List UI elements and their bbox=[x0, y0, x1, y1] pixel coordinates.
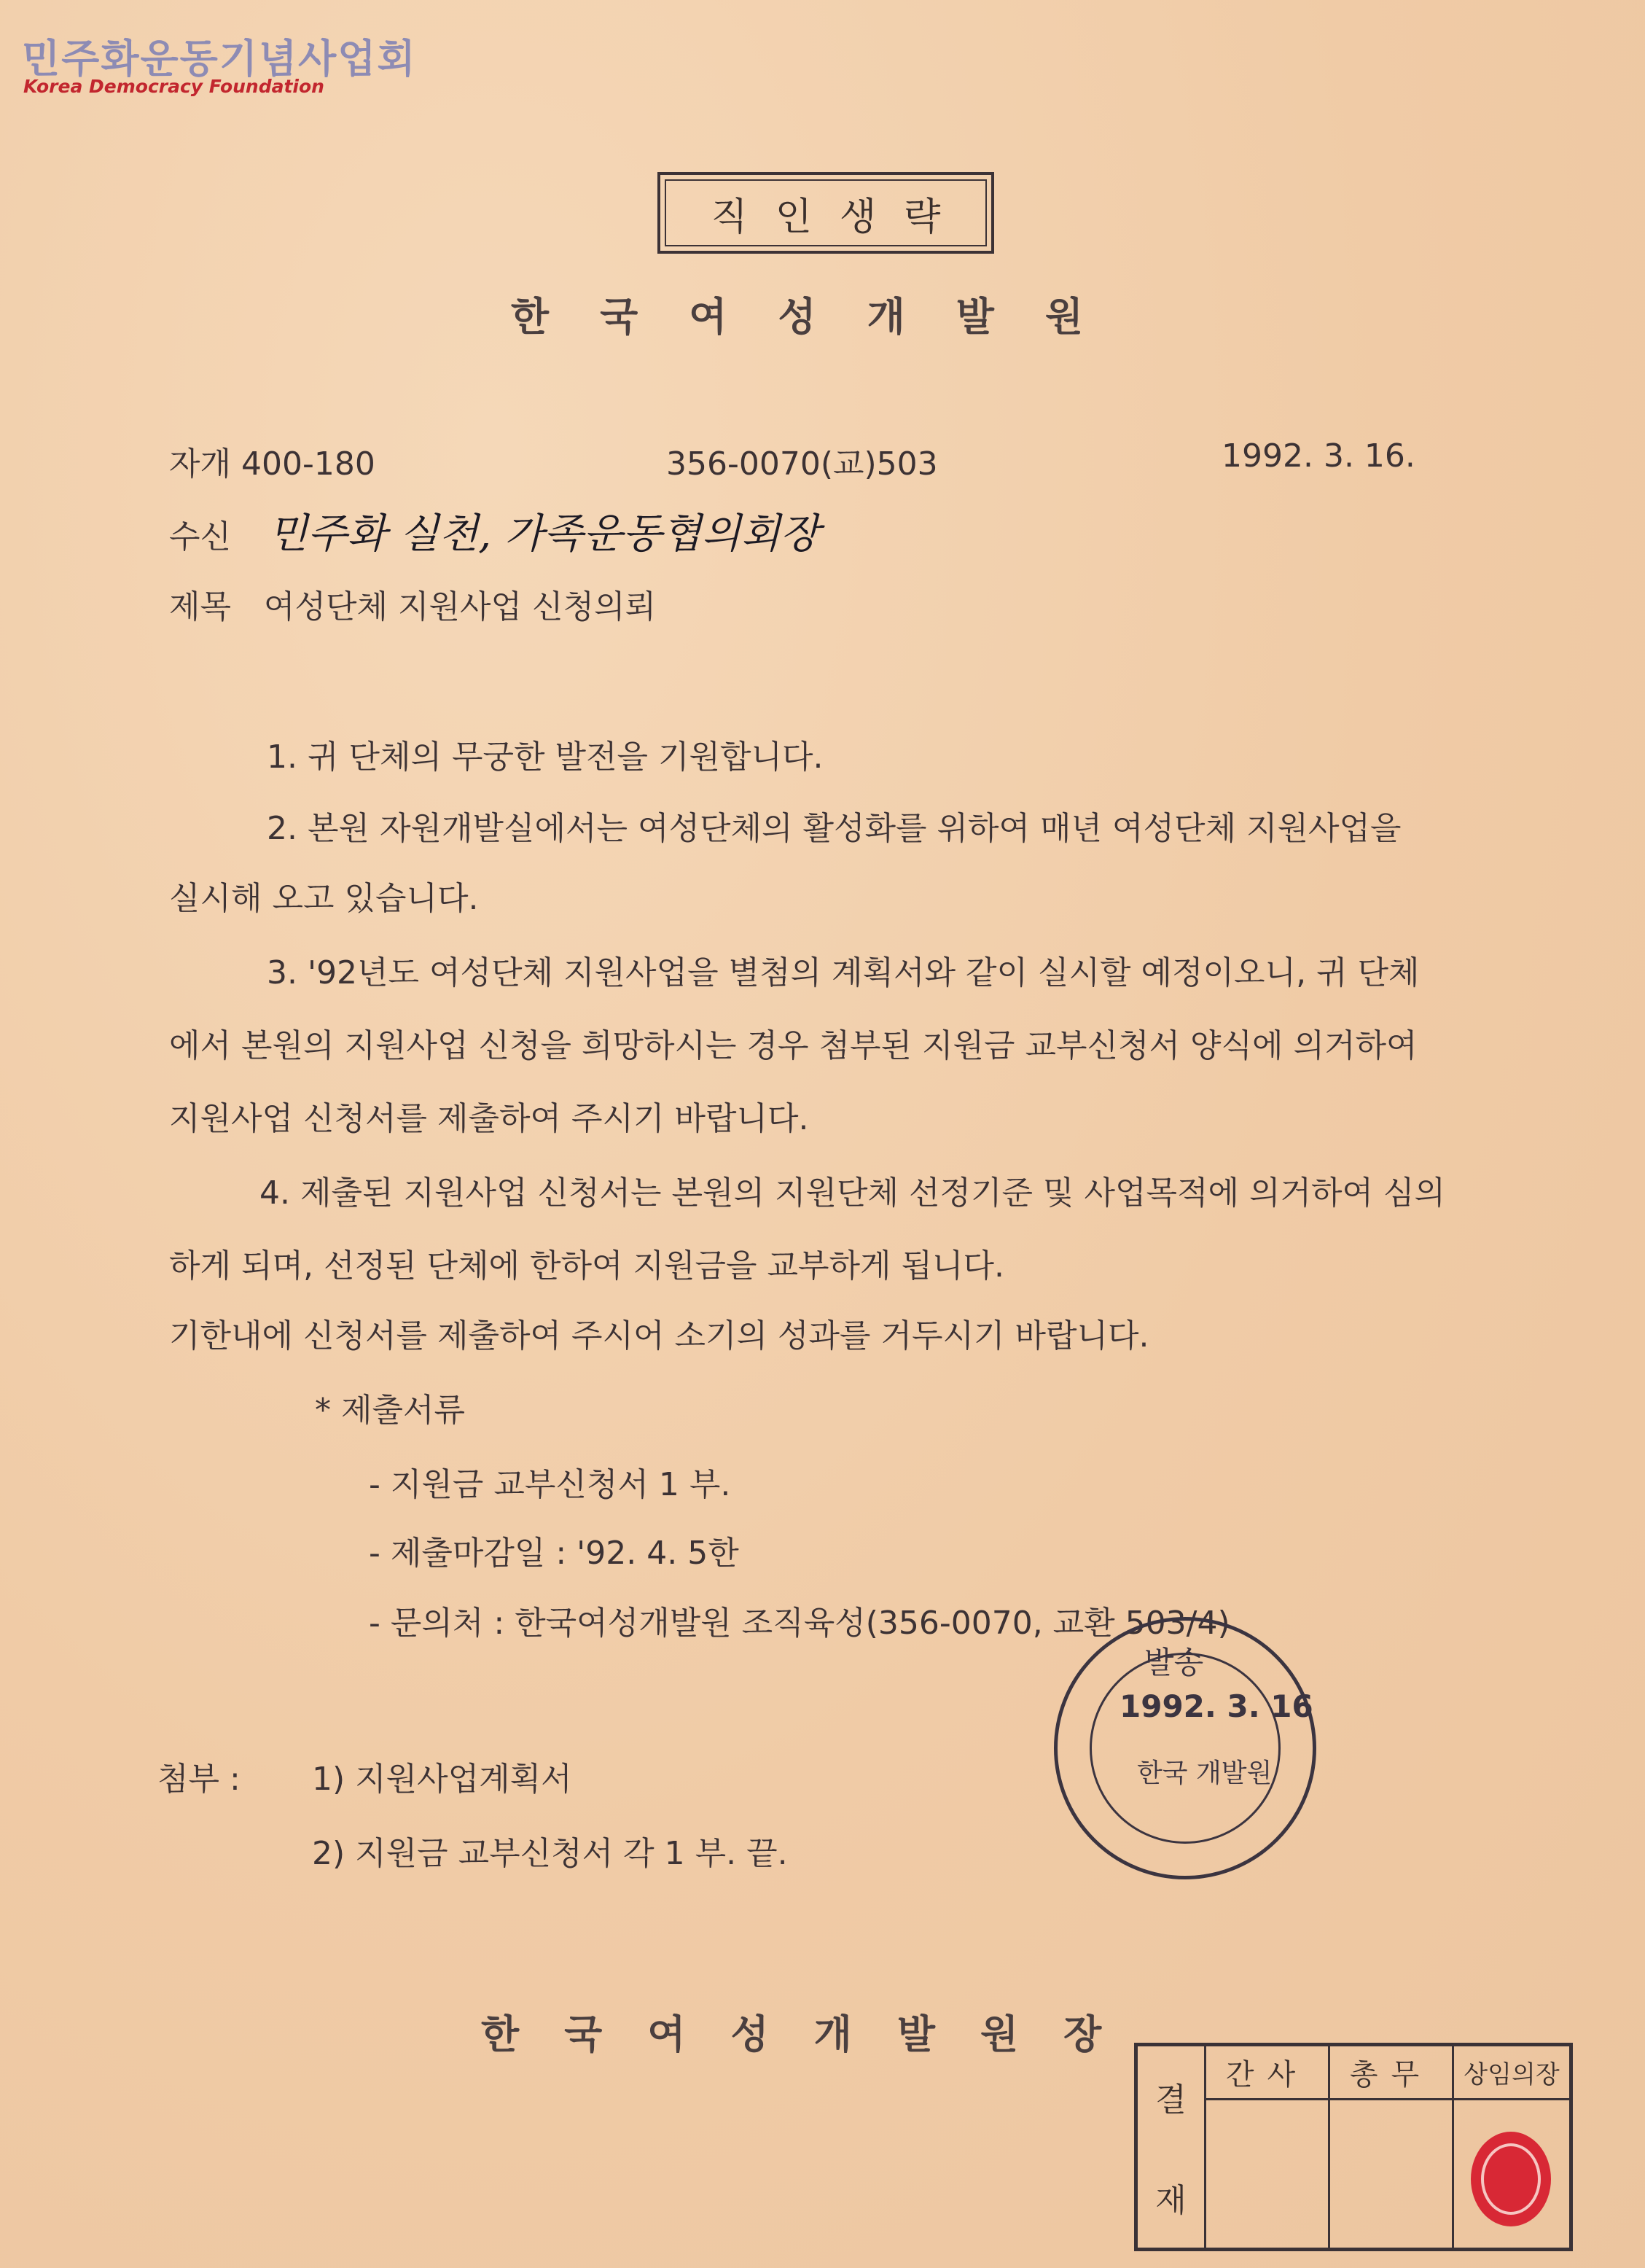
red-seal-stamp bbox=[1471, 2132, 1551, 2226]
seal-omitted-text: 직인생략 bbox=[665, 179, 987, 246]
attachment-item: 1) 지원사업계획서 bbox=[312, 1761, 572, 1798]
attachment-label: 첨부 : bbox=[157, 1761, 241, 1798]
approval-column bbox=[1330, 2046, 1454, 2248]
approval-column-header: 간사 bbox=[1206, 2046, 1328, 2100]
body-line: 3. '92년도 여성단체 지원사업을 별첨의 계획서와 같이 실시할 예정이오니, 귀 단체 bbox=[267, 954, 1420, 991]
phone-reference: 356-0070(교)503 bbox=[666, 445, 938, 483]
signature-title: 한국여성개발원장 bbox=[481, 2011, 1147, 2057]
approval-column bbox=[1206, 2046, 1330, 2248]
body-line: 기한내에 신청서를 제출하여 주시어 소기의 성과를 거두시기 바랍니다. bbox=[169, 1317, 1149, 1355]
submission-heading: * 제출서류 bbox=[315, 1392, 466, 1429]
body-line: 4. 제출된 지원사업 신청서는 본원의 지원단체 선정기준 및 사업목적에 의거하여 심의 bbox=[259, 1174, 1445, 1212]
submission-item: - 제출마감일 : '92. 4. 5한 bbox=[369, 1535, 739, 1572]
approval-label bbox=[1138, 2046, 1206, 2248]
recipient-handwritten: 민주화 실천, 가족운동협의회장 bbox=[268, 510, 820, 558]
dispatch-stamp-org: 한국 개발원 bbox=[1137, 1758, 1273, 1788]
approval-label-top: 결 bbox=[1155, 2081, 1187, 2119]
subject-label: 제목 bbox=[169, 588, 232, 626]
dispatch-stamp-title: 발송 bbox=[1144, 1645, 1204, 1680]
approval-column-header: 상임의장 bbox=[1454, 2046, 1569, 2100]
body-line: 2. 본원 자원개발실에서는 여성단체의 활성화를 위하여 매년 여성단체 지원사업을 bbox=[267, 810, 1402, 847]
body-line: 지원사업 신청서를 제출하여 주시기 바랍니다. bbox=[169, 1100, 809, 1137]
foundation-logo-korean: 민주화운동기념사업회 bbox=[22, 36, 417, 82]
submission-item: - 지원금 교부신청서 1 부. bbox=[369, 1466, 731, 1503]
dispatch-stamp-date: 1992. 3. 16 bbox=[1120, 1688, 1313, 1724]
approval-column-header: 총무 bbox=[1330, 2046, 1452, 2100]
body-line: 실시해 오고 있습니다. bbox=[169, 880, 479, 917]
body-line: 1. 귀 단체의 무궁한 발전을 기원합니다. bbox=[267, 739, 824, 776]
foundation-logo-english: Korea Democracy Foundation bbox=[23, 76, 324, 97]
subject-text: 여성단체 지원사업 신청의뢰 bbox=[264, 588, 657, 626]
seal-omitted-stamp bbox=[657, 172, 994, 254]
document-number: 자개 400-180 bbox=[169, 445, 375, 483]
body-line: 에서 본원의 지원사업 신청을 희망하시는 경우 첨부된 지원금 교부신청서 양식에 의거하여 bbox=[169, 1027, 1418, 1064]
organization-header: 한국여성개발원 bbox=[510, 294, 1135, 340]
attachment-item: 2) 지원금 교부신청서 각 1 부. 끝. bbox=[312, 1835, 788, 1872]
body-line: 하게 되며, 선정된 단체에 한하여 지원금을 교부하게 됩니다. bbox=[169, 1247, 1004, 1285]
approval-label-bottom: 재 bbox=[1155, 2182, 1187, 2219]
document-date: 1992. 3. 16. bbox=[1222, 437, 1415, 475]
recipient-label: 수신 bbox=[169, 518, 232, 556]
submission-item: - 문의처 : 한국여성개발원 조직육성(356-0070, 교환 503/4) bbox=[369, 1605, 1230, 1642]
